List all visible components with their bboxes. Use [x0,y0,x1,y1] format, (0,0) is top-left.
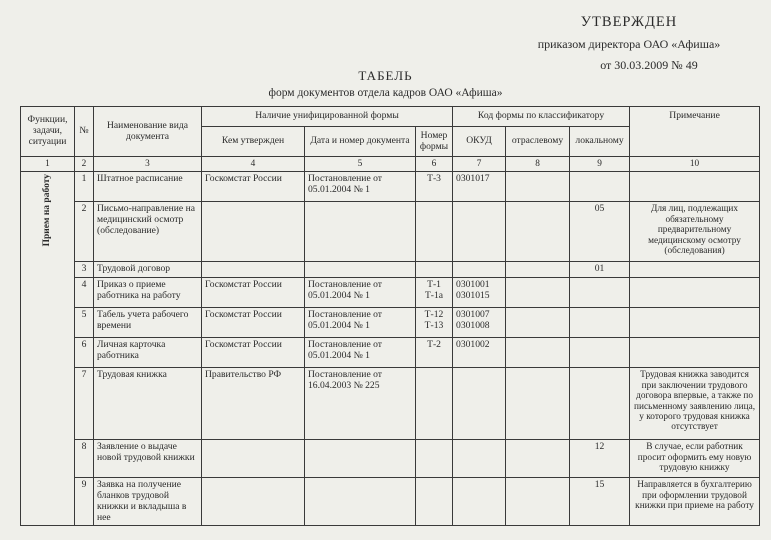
group-label-cell [21,172,75,526]
row-name: Письмо-направление на медицинский осмотр (обследование) [94,202,202,262]
row-okud [453,308,506,338]
column-number: 5 [305,157,416,172]
column-number: 8 [506,157,570,172]
row-local [570,172,630,202]
approval-block [499,14,759,73]
row-okud [453,478,506,526]
row-note [630,308,760,338]
cell-line: Т-12 [424,309,444,321]
row-date: Постановление от 05.01.2004 № 1 [305,172,416,202]
row-number: 1 [75,172,94,202]
row-branch [506,172,570,202]
header-unified: Наличие унифицированной формы [202,107,453,127]
table-row [21,338,760,368]
row-date: Постановление от 16.04.2003 № 225 [305,368,416,440]
header-branch: отраслевому [506,127,570,157]
title-subtitle: форм документов отдела кадров ОАО «Афиша» [268,87,503,99]
row-approved [202,478,305,526]
row-name: Заявление о выдаче новой трудовой книжки [94,440,202,478]
row-number: 3 [75,262,94,278]
row-approved: Госкомстат России [202,278,305,308]
row-okud: 0301017 [453,172,506,202]
column-number: 1 [21,157,75,172]
row-local [570,368,630,440]
header-no: № [75,107,94,157]
row-branch [506,202,570,262]
row-date: Постановление от 05.01.2004 № 1 [305,338,416,368]
row-approved [202,262,305,278]
column-number: 10 [630,157,760,172]
row-name: Приказ о приеме работника на работу [94,278,202,308]
header-okud: ОКУД [453,127,506,157]
column-number: 4 [202,157,305,172]
row-local [570,278,630,308]
header-name: Наименование вида документа [94,107,202,157]
row-approved: Госкомстат России [202,338,305,368]
row-branch [506,338,570,368]
cell-line: Т-13 [424,320,444,332]
row-note: Трудовая книжка заводится при заключении трудового договора впервые, а также по письменному заявлению лица, у которого трудовая книжка отсутствует [630,368,760,440]
row-date [305,440,416,478]
column-number: 9 [570,157,630,172]
title-main: ТАБЕЛЬ [358,68,413,83]
row-form: Т-2 [416,338,453,368]
row-branch [506,308,570,338]
row-number: 5 [75,308,94,338]
row-branch [506,278,570,308]
row-branch [506,440,570,478]
header-functions: Функции, задачи, ситуации [21,107,75,157]
row-approved: Правительство РФ [202,368,305,440]
row-form [416,202,453,262]
table-row [21,202,760,262]
table-row [21,308,760,338]
row-approved: Госкомстат России [202,172,305,202]
row-number: 6 [75,338,94,368]
row-note [630,262,760,278]
row-local: 05 [570,202,630,262]
row-note [630,278,760,308]
cell-line: 0301001 [456,279,490,291]
row-name: Табель учета рабочего времени [94,308,202,338]
column-number: 6 [416,157,453,172]
row-approved [202,202,305,262]
row-name: Трудовой договор [94,262,202,278]
column-number: 3 [94,157,202,172]
row-name: Личная карточка работника [94,338,202,368]
row-okud [453,278,506,308]
group-label: Прием на работу [42,174,53,247]
header-approved-by: Кем утвержден [202,127,305,157]
row-note: Направляется в бухгалтерию при оформлении трудовой книжки при приеме на работу [630,478,760,526]
forms-table [20,106,760,526]
header-form-number: Номер формы [416,127,453,157]
row-okud [453,368,506,440]
row-okud [453,262,506,278]
approval-order-line: приказом директора ОАО «Афиша» [537,37,721,51]
table-row [21,278,760,308]
row-local: 12 [570,440,630,478]
row-form [416,368,453,440]
table-row [21,172,760,202]
row-approved: Госкомстат России [202,308,305,338]
row-number: 8 [75,440,94,478]
row-form: Т-3 [416,172,453,202]
row-form [416,262,453,278]
row-branch [506,368,570,440]
row-approved [202,440,305,478]
row-note [630,338,760,368]
row-number: 2 [75,202,94,262]
row-branch [506,478,570,526]
row-name: Штатное расписание [94,172,202,202]
cell-line: 0301008 [456,320,490,332]
cell-line: 0301015 [456,290,490,302]
table-row [21,262,760,278]
cell-line: 0301007 [456,309,490,321]
row-number: 7 [75,368,94,440]
row-name: Заявка на получение бланков трудовой книжки и вкладыша в нее [94,478,202,526]
approval-heading: УТВЕРЖДЕН [580,14,678,30]
row-date: Постановление от 05.01.2004 № 1 [305,278,416,308]
row-form [416,308,453,338]
row-number: 4 [75,278,94,308]
row-form [416,478,453,526]
row-date [305,262,416,278]
table-row [21,478,760,526]
row-local: 15 [570,478,630,526]
row-note [630,172,760,202]
header-date-number: Дата и номер документа [305,127,416,157]
column-number: 7 [453,157,506,172]
row-local [570,338,630,368]
header-note: Примечание [630,107,760,157]
row-form [416,278,453,308]
column-number: 2 [75,157,94,172]
table-row [21,440,760,478]
row-note: В случае, если работник просит оформить ему новую трудовую книжку [630,440,760,478]
header-local: локальному [570,127,630,157]
row-note: Для лиц, подлежащих обязательному предварительному медицинскому осмотру (обследования) [630,202,760,262]
approval-date-line: от 30.03.2009 № 49 [600,58,698,72]
cell-line: Т-1 [427,279,441,291]
row-local [570,308,630,338]
cell-line: Т-1а [424,290,444,302]
row-okud [453,440,506,478]
row-okud [453,202,506,262]
row-date [305,202,416,262]
row-number: 9 [75,478,94,526]
header-classifier: Код формы по классификатору [453,107,630,127]
row-name: Трудовая книжка [94,368,202,440]
row-okud: 0301002 [453,338,506,368]
row-date: Постановление от 05.01.2004 № 1 [305,308,416,338]
row-form [416,440,453,478]
row-date [305,478,416,526]
row-branch [506,262,570,278]
table-row [21,368,760,440]
document-title [0,68,771,99]
row-local: 01 [570,262,630,278]
